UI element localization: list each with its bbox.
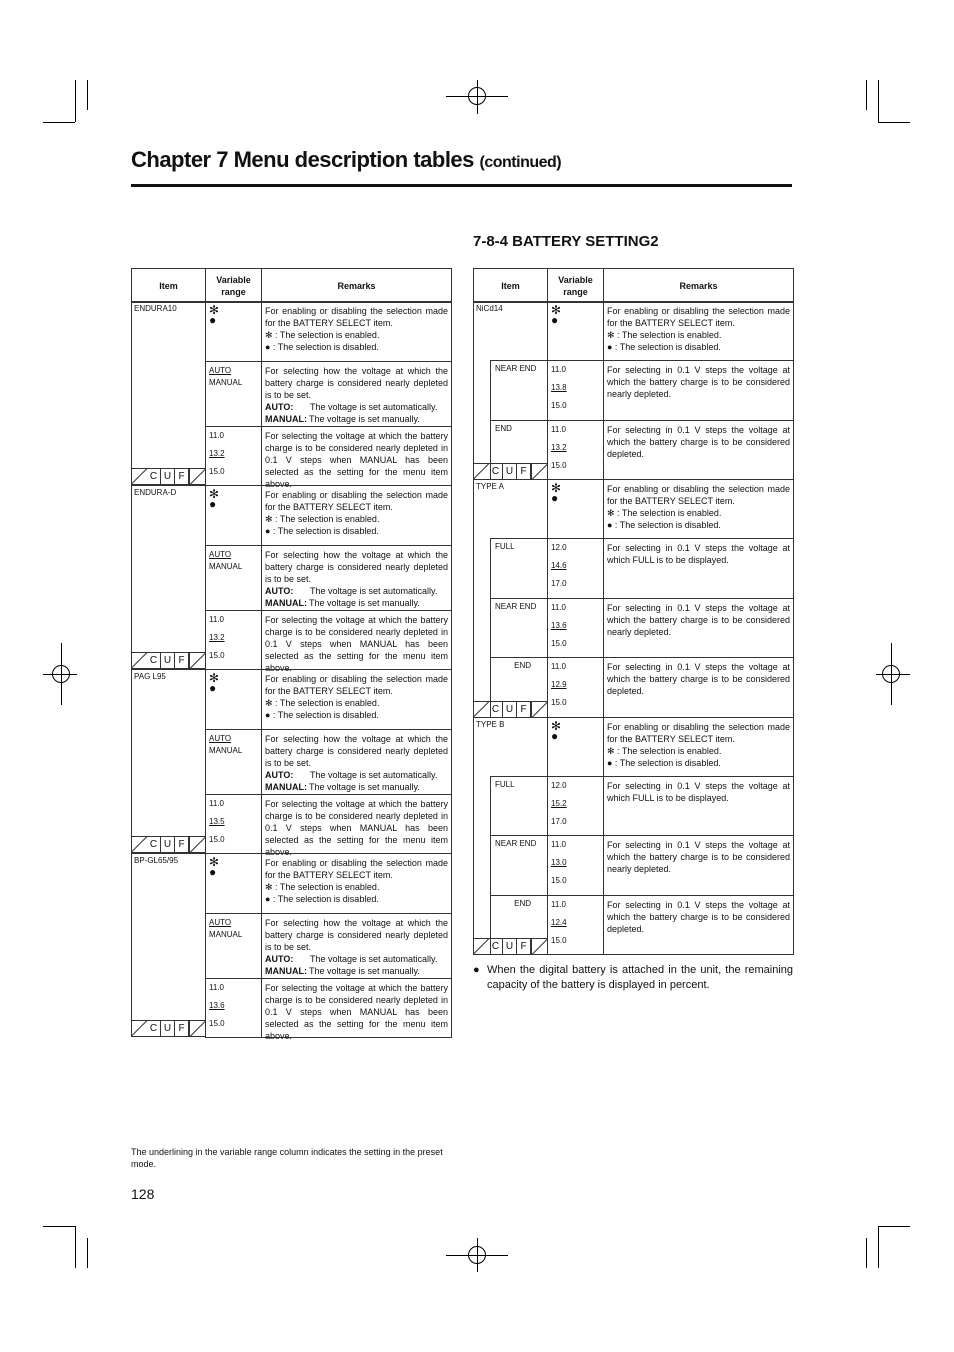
cuf-letter: U xyxy=(503,939,517,955)
variable-range xyxy=(548,896,603,947)
enable-disable-symbols xyxy=(548,302,603,325)
variable-range xyxy=(548,539,603,590)
variable-range xyxy=(548,836,603,887)
remarks-cell xyxy=(261,853,452,914)
remark-enabled: ✻ : The selection is enabled. xyxy=(265,882,380,892)
page-title: Chapter 7 Menu description tables (continued) xyxy=(131,147,562,172)
slash-icon xyxy=(131,837,147,853)
variable-range xyxy=(206,427,261,478)
col-variable-header: Variable range xyxy=(548,269,604,303)
range-preset: 13.5 xyxy=(209,817,225,826)
range-min: 11.0 xyxy=(551,662,566,671)
cuf-letter: C xyxy=(489,702,503,718)
range-max: 15.0 xyxy=(551,401,567,410)
auto-text: The voltage is set automatically. xyxy=(310,770,438,780)
dot-icon: ● xyxy=(209,313,217,327)
range-preset: 13.6 xyxy=(209,1001,225,1010)
col-item-header: Item xyxy=(474,269,548,303)
remark-line: For selecting in 0.1 V steps the voltage at which the battery charge is to be considered depleted. xyxy=(607,662,790,696)
remark-auto xyxy=(265,585,448,597)
cuf-indicator xyxy=(473,463,547,480)
item-cell xyxy=(131,669,206,853)
range-preset: 13.8 xyxy=(551,383,567,392)
variable-cell xyxy=(205,610,262,670)
sub-item-name: END xyxy=(514,898,531,908)
asterisk-icon: ✻ xyxy=(551,718,562,733)
item-name: PAG L95 xyxy=(134,672,166,681)
remarks-text xyxy=(262,670,451,721)
remark-line: For selecting the voltage at which the battery charge is to be considered nearly depleted in 0.1 V steps when MANUAL has been selected as the setting for the menu item above. xyxy=(265,431,448,489)
auto-text: The voltage is set automatically. xyxy=(310,402,438,412)
remarks-text xyxy=(262,302,451,353)
remark-enabled: ✻ : The selection is enabled. xyxy=(265,330,380,340)
cuf-letter: C xyxy=(147,837,161,853)
variable-cell xyxy=(547,479,604,539)
remarks-cell xyxy=(603,895,794,956)
bullet-icon: ● xyxy=(473,964,480,976)
variable-cell xyxy=(205,545,262,611)
auto-label: AUTO: xyxy=(265,402,294,412)
enable-disable-symbols xyxy=(548,718,603,741)
sub-item-cell xyxy=(490,538,548,599)
auto-label: AUTO: xyxy=(265,586,294,596)
remarks-cell xyxy=(261,426,452,489)
remark-line: For selecting the voltage at which the battery charge is to be considered nearly depleted in 0.1 V steps when MANUAL has been selected as the setting for the menu item above. xyxy=(265,799,448,857)
slash-icon xyxy=(473,702,489,718)
cuf-letter: U xyxy=(161,653,175,669)
slash-icon xyxy=(189,837,205,853)
remarks-text xyxy=(604,539,793,566)
range-auto: AUTO xyxy=(209,734,232,743)
range-preset: 12.9 xyxy=(551,680,567,689)
range-min: 11.0 xyxy=(551,365,566,374)
cuf-letter: F xyxy=(175,837,189,853)
asterisk-icon: ✻ xyxy=(209,303,220,317)
enable-disable-symbols xyxy=(206,302,261,325)
remark-disabled: ● : The selection is disabled. xyxy=(607,757,721,768)
remark-line: For selecting how the voltage at which the battery charge is considered nearly depleted is to be set. xyxy=(265,366,448,400)
cuf-indicator xyxy=(131,652,205,669)
remarks-text xyxy=(262,546,451,609)
variable-range xyxy=(548,658,603,709)
remark-line: For selecting how the voltage at which the battery charge is considered nearly depleted is to be set. xyxy=(265,918,448,952)
cuf-letter: F xyxy=(517,702,531,718)
col-remarks-header: Remarks xyxy=(604,269,794,303)
remarks-text xyxy=(262,427,451,490)
range-min: 12.0 xyxy=(551,780,567,790)
remarks-cell xyxy=(261,361,452,427)
range-max: 15.0 xyxy=(551,460,567,470)
cuf-indicator xyxy=(131,468,205,485)
remarks-cell xyxy=(261,794,452,857)
manual-label: MANUAL: xyxy=(265,598,307,608)
range-manual: MANUAL xyxy=(209,562,243,571)
sub-item-name: END xyxy=(514,661,531,670)
remark-line: For selecting in 0.1 V steps the voltage at which the battery charge is to be considered nearly depleted. xyxy=(607,365,790,399)
slash-icon xyxy=(531,702,547,718)
variable-cell xyxy=(205,978,262,1038)
remarks-cell xyxy=(603,479,794,539)
range-auto: AUTO xyxy=(209,550,232,559)
remarks-cell xyxy=(603,538,794,599)
remarks-text xyxy=(604,896,793,935)
remarks-cell xyxy=(603,360,794,421)
variable-cell xyxy=(205,669,262,730)
remark-manual xyxy=(265,781,448,793)
range-max: 15.0 xyxy=(209,651,225,660)
remark-auto xyxy=(265,769,448,781)
range-min: 11.0 xyxy=(551,602,566,612)
variable-range xyxy=(548,599,603,650)
variable-range xyxy=(206,611,261,662)
range-max: 15.0 xyxy=(209,835,225,844)
variable-cell xyxy=(547,776,604,837)
cuf-letter: C xyxy=(147,1021,161,1037)
slash-icon xyxy=(189,653,205,669)
asterisk-icon: ✻ xyxy=(209,671,220,685)
auto-text: The voltage is set automatically. xyxy=(310,954,438,964)
item-name: TYPE B xyxy=(476,719,505,729)
sub-item-name: END xyxy=(495,423,512,433)
cuf-letter: U xyxy=(503,702,517,718)
manual-label: MANUAL: xyxy=(265,966,307,976)
sub-item-name: NEAR END xyxy=(495,364,537,373)
variable-cell xyxy=(205,913,262,979)
item-name: TYPE A xyxy=(476,482,505,491)
variable-cell xyxy=(205,301,262,362)
remark-line: For selecting how the voltage at which the battery charge is considered nearly depleted is to be set. xyxy=(265,734,448,768)
range-manual: MANUAL xyxy=(209,378,243,387)
remark-line: For selecting in 0.1 V steps the voltage at which the battery charge is to be considered nearly depleted. xyxy=(607,840,790,874)
cuf-letter: C xyxy=(147,653,161,669)
sub-item-cell xyxy=(490,598,548,659)
slash-icon xyxy=(189,469,205,485)
remark-line: For selecting the voltage at which the battery charge is to be considered nearly depleted in 0.1 V steps when MANUAL has been selected as the setting for the menu item above. xyxy=(265,615,448,673)
slash-icon xyxy=(131,1021,147,1037)
sub-item-name: NEAR END xyxy=(495,839,537,848)
item-cell xyxy=(131,485,206,669)
remark-disabled: ● : The selection is disabled. xyxy=(265,894,379,904)
remarks-cell xyxy=(603,835,794,896)
right-menu-table xyxy=(473,268,794,303)
range-max: 15.0 xyxy=(551,935,567,945)
item-cell xyxy=(131,301,206,485)
remark-line: For selecting how the voltage at which the battery charge is considered nearly depleted is to be set. xyxy=(265,550,448,584)
remark-disabled: ● : The selection is disabled. xyxy=(607,342,721,352)
remarks-cell xyxy=(261,610,452,673)
range-max: 15.0 xyxy=(209,1019,225,1028)
col-remarks-header: Remarks xyxy=(262,269,452,303)
manual-label: MANUAL: xyxy=(265,414,307,424)
manual-text: The voltage is set manually. xyxy=(309,414,420,424)
remarks-text xyxy=(262,730,451,793)
remark-line: For enabling or disabling the selection made for the BATTERY SELECT item. xyxy=(265,306,448,328)
variable-range xyxy=(206,914,261,941)
sub-item-cell xyxy=(490,835,548,896)
variable-cell xyxy=(205,361,262,427)
remarks-cell xyxy=(261,913,452,979)
slash-icon xyxy=(473,939,489,955)
auto-label: AUTO: xyxy=(265,954,294,964)
bullet-note: ● When the digital battery is attached in the unit, the remaining capacity of the battery is displayed in percent. xyxy=(473,964,793,991)
remarks-cell xyxy=(603,717,794,777)
remark-line: For selecting in 0.1 V steps the voltage at which FULL is to be displayed. xyxy=(607,780,790,803)
item-cell xyxy=(131,853,206,1037)
dot-icon: ● xyxy=(551,728,559,743)
range-min: 11.0 xyxy=(209,615,224,624)
cuf-letter: F xyxy=(517,464,531,480)
remark-line: For enabling or disabling the selection made for the BATTERY SELECT item. xyxy=(265,858,448,880)
range-max: 15.0 xyxy=(209,467,225,476)
variable-range xyxy=(548,777,603,828)
cuf-letter: U xyxy=(161,469,175,485)
asterisk-icon: ✻ xyxy=(209,855,220,869)
remark-line: For enabling or disabling the selection made for the BATTERY SELECT item. xyxy=(607,721,790,744)
remarks-text xyxy=(604,777,793,804)
slash-icon xyxy=(531,939,547,955)
remarks-text xyxy=(262,362,451,425)
range-min: 11.0 xyxy=(209,983,224,992)
sub-item-name: FULL xyxy=(495,542,515,551)
remarks-text xyxy=(604,599,793,638)
remark-auto xyxy=(265,953,448,965)
footnote: The underlining in the variable range column indicates the setting in the preset mode. xyxy=(131,1147,443,1169)
asterisk-icon: ✻ xyxy=(551,481,562,495)
variable-range xyxy=(206,362,261,389)
slash-icon xyxy=(131,653,147,669)
remark-auto xyxy=(265,401,448,413)
remark-enabled: ✻ : The selection is enabled. xyxy=(607,508,722,518)
remarks-text xyxy=(604,718,793,769)
variable-cell xyxy=(547,420,604,481)
range-preset: 13.2 xyxy=(551,442,567,452)
variable-cell xyxy=(547,301,604,361)
range-preset: 13.2 xyxy=(209,633,225,642)
remark-line: For selecting in 0.1 V steps the voltage at which the battery charge is to be considered depleted. xyxy=(607,424,790,459)
remark-line: For enabling or disabling the selection made for the BATTERY SELECT item. xyxy=(607,484,790,506)
remarks-cell xyxy=(603,598,794,659)
cuf-indicator xyxy=(473,938,547,955)
variable-cell xyxy=(547,598,604,659)
remark-line: For selecting in 0.1 V steps the voltage at which the battery charge is to be considered depleted. xyxy=(607,899,790,934)
remark-manual xyxy=(265,965,448,977)
variable-cell xyxy=(205,794,262,854)
remark-enabled: ✻ : The selection is enabled. xyxy=(607,330,722,340)
variable-range xyxy=(206,730,261,757)
cuf-letter: C xyxy=(489,939,503,955)
enable-disable-symbols xyxy=(206,670,261,693)
remarks-cell xyxy=(261,301,452,362)
remarks-text xyxy=(604,658,793,697)
range-preset: 15.2 xyxy=(551,798,567,808)
cuf-indicator xyxy=(473,701,547,718)
range-preset: 12.4 xyxy=(551,917,567,927)
range-auto: AUTO xyxy=(209,366,232,375)
slash-icon xyxy=(131,469,147,485)
remarks-cell xyxy=(603,420,794,481)
remark-disabled: ● : The selection is disabled. xyxy=(265,526,379,536)
variable-cell xyxy=(205,485,262,546)
remarks-text xyxy=(604,361,793,400)
cuf-letter: C xyxy=(489,464,503,480)
range-max: 15.0 xyxy=(551,698,567,707)
enable-disable-symbols xyxy=(206,854,261,877)
auto-label: AUTO: xyxy=(265,770,294,780)
variable-range xyxy=(548,421,603,472)
remark-enabled: ✻ : The selection is enabled. xyxy=(265,514,380,524)
remarks-cell xyxy=(261,485,452,546)
variable-cell xyxy=(547,360,604,421)
variable-cell xyxy=(547,657,604,718)
range-max: 17.0 xyxy=(551,579,567,588)
item-name: ENDURA10 xyxy=(134,304,177,313)
cuf-letter: F xyxy=(517,939,531,955)
variable-cell xyxy=(547,538,604,599)
variable-cell xyxy=(205,426,262,486)
cuf-letter: U xyxy=(161,1021,175,1037)
range-preset: 13.2 xyxy=(209,449,225,458)
cuf-letter: F xyxy=(175,469,189,485)
variable-range xyxy=(206,979,261,1030)
range-max: 15.0 xyxy=(551,876,567,885)
variable-cell xyxy=(547,717,604,777)
remarks-text xyxy=(262,914,451,977)
range-min: 11.0 xyxy=(209,431,224,440)
range-max: 17.0 xyxy=(551,816,567,826)
sub-item-name: NEAR END xyxy=(495,601,537,611)
slash-icon xyxy=(189,1021,205,1037)
range-auto: AUTO xyxy=(209,918,232,927)
remark-line: For selecting in 0.1 V steps the voltage at which the battery charge is to be considered nearly depleted. xyxy=(607,602,790,637)
remark-manual xyxy=(265,597,448,609)
remark-disabled: ● : The selection is disabled. xyxy=(607,520,721,530)
range-min: 11.0 xyxy=(551,899,566,909)
remarks-cell xyxy=(603,657,794,718)
cuf-indicator xyxy=(131,1020,205,1037)
remark-line: For enabling or disabling the selection made for the BATTERY SELECT item. xyxy=(607,306,790,328)
remarks-text xyxy=(262,979,451,1042)
slash-icon xyxy=(473,464,489,480)
remarks-text xyxy=(604,480,793,531)
dot-icon: ● xyxy=(209,681,217,695)
remarks-text xyxy=(262,486,451,537)
remark-disabled: ● : The selection is disabled. xyxy=(265,710,379,720)
dot-icon: ● xyxy=(209,497,217,511)
page-number: 128 xyxy=(131,1186,155,1202)
left-menu-table xyxy=(131,268,452,303)
manual-text: The voltage is set manually. xyxy=(309,966,420,976)
cuf-letter: F xyxy=(175,1021,189,1037)
cuf-letter: F xyxy=(175,653,189,669)
range-preset: 14.6 xyxy=(551,561,567,570)
remarks-text xyxy=(262,611,451,674)
range-manual: MANUAL xyxy=(209,746,243,755)
dot-icon: ● xyxy=(551,491,559,505)
remarks-text xyxy=(262,795,451,858)
remarks-text xyxy=(604,421,793,460)
remark-line: For selecting the voltage at which the battery charge is to be considered nearly depleted in 0.1 V steps when MANUAL has been selected as the setting for the menu item above. xyxy=(265,983,448,1041)
item-name: BP-GL65/95 xyxy=(134,856,179,865)
remark-manual xyxy=(265,413,448,425)
cuf-indicator xyxy=(131,836,205,853)
remarks-cell xyxy=(261,669,452,730)
manual-text: The voltage is set manually. xyxy=(309,598,420,608)
variable-range xyxy=(206,795,261,846)
remarks-cell xyxy=(261,978,452,1041)
remark-line: For selecting in 0.1 V steps the voltage at which FULL is to be displayed. xyxy=(607,543,790,565)
col-variable-header: Variable range xyxy=(206,269,262,303)
remarks-cell xyxy=(603,776,794,837)
asterisk-icon: ✻ xyxy=(209,487,220,501)
range-min: 12.0 xyxy=(551,543,567,552)
remarks-text xyxy=(604,302,793,353)
cuf-letter: U xyxy=(503,464,517,480)
manual-text: The voltage is set manually. xyxy=(309,782,420,792)
item-name: ENDURA-D xyxy=(134,488,177,497)
asterisk-icon: ✻ xyxy=(551,303,562,317)
enable-disable-symbols xyxy=(206,486,261,509)
range-min: 11.0 xyxy=(551,840,566,849)
title-rule xyxy=(131,184,792,187)
range-min: 11.0 xyxy=(551,424,566,434)
remark-enabled: ✻ : The selection is enabled. xyxy=(265,698,380,708)
remarks-cell xyxy=(603,301,794,361)
slash-icon xyxy=(531,464,547,480)
variable-range xyxy=(206,546,261,573)
item-name: NiCd14 xyxy=(476,304,503,313)
variable-range xyxy=(548,361,603,412)
remark-disabled: ● : The selection is disabled. xyxy=(265,342,379,352)
variable-cell xyxy=(205,853,262,914)
range-preset: 13.6 xyxy=(551,620,567,630)
remark-enabled: ✻ : The selection is enabled. xyxy=(607,745,722,756)
range-preset: 13.0 xyxy=(551,858,567,867)
variable-cell xyxy=(205,729,262,795)
range-manual: MANUAL xyxy=(209,930,243,939)
cuf-letter: C xyxy=(147,469,161,485)
remark-line: For enabling or disabling the selection made for the BATTERY SELECT item. xyxy=(265,674,448,696)
remarks-text xyxy=(262,854,451,905)
remarks-text xyxy=(604,836,793,875)
range-min: 11.0 xyxy=(209,799,224,808)
variable-cell xyxy=(547,835,604,896)
section-title: 7-8-4 BATTERY SETTING2 xyxy=(473,233,659,250)
remarks-cell xyxy=(261,729,452,795)
range-max: 15.0 xyxy=(551,638,567,648)
variable-cell xyxy=(547,895,604,956)
dot-icon: ● xyxy=(551,313,559,327)
enable-disable-symbols xyxy=(548,480,603,503)
sub-item-cell xyxy=(490,360,548,421)
cuf-letter: U xyxy=(161,837,175,853)
col-item-header: Item xyxy=(132,269,206,303)
dot-icon: ● xyxy=(209,865,217,879)
manual-label: MANUAL: xyxy=(265,782,307,792)
sub-item-name: FULL xyxy=(495,779,515,789)
remarks-cell xyxy=(261,545,452,611)
sub-item-cell xyxy=(490,776,548,837)
remark-line: For enabling or disabling the selection made for the BATTERY SELECT item. xyxy=(265,490,448,512)
auto-text: The voltage is set automatically. xyxy=(310,586,438,596)
